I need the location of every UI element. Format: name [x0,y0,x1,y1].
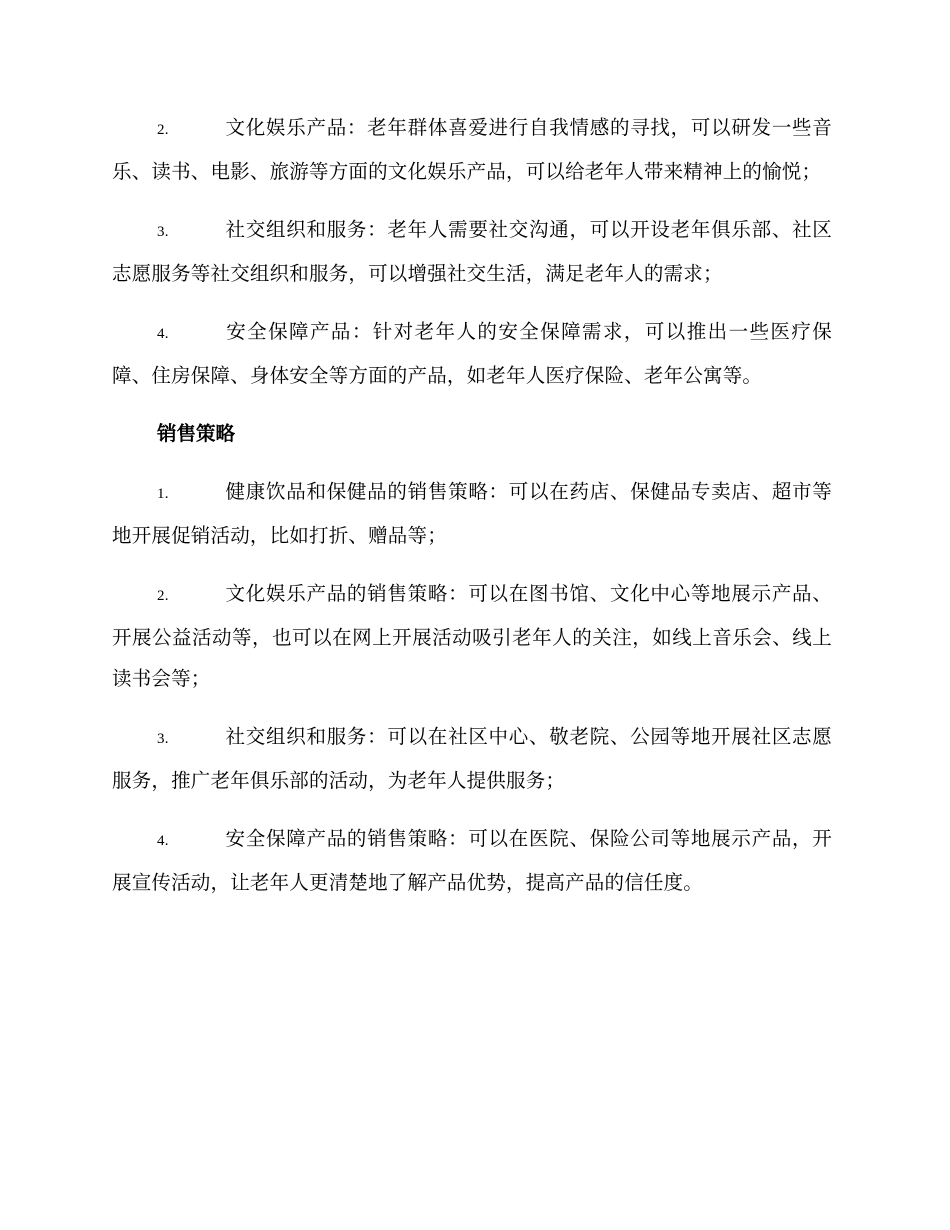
list-item-text: 健康饮品和保健品的销售策略：可以在药店、保健品专卖店、超市等地开展促销活动，比如打折、赠品等； [112,480,832,547]
list-item [112,818,832,903]
list-item-text: 文化娱乐产品：老年群体喜爱进行自我情感的寻找，可以研发一些音乐、读书、电影、旅游等方面的文化娱乐产品，可以给老年人带来精神上的愉悦； [112,116,832,183]
list-item [112,573,832,699]
list-item [112,209,832,294]
list-item-number: 3. [157,731,169,747]
list-item-number: 4. [157,326,169,342]
list-item-text: 文化娱乐产品的销售策略：可以在图书馆、文化中心等地展示产品、开展公益活动等，也可以在网上开展活动吸引老年人的关注，如线上音乐会、线上读书会等； [112,582,832,690]
list-item-text: 社交组织和服务：可以在社区中心、敬老院、公园等地开展社区志愿服务，推广老年俱乐部的活动，为老年人提供服务； [112,725,832,792]
list-item-text: 安全保障产品：针对老年人的安全保障需求，可以推出一些医疗保障、住房保障、身体安全等方面的产品，如老年人医疗保险、老年公寓等。 [112,320,832,387]
document-content [112,107,832,920]
list-item [112,471,832,556]
strategy-list [112,471,832,903]
list-item-number: 1. [157,486,169,502]
list-item [112,716,832,801]
list-item-number: 3. [157,224,169,240]
product-list [112,107,832,396]
list-item-number: 2. [157,122,169,138]
list-item [112,311,832,396]
list-item-number: 2. [157,588,169,604]
list-item [112,107,832,192]
section-heading: 销售策略 [157,422,236,445]
list-item-number: 4. [157,833,169,849]
list-item-text: 安全保障产品的销售策略：可以在医院、保险公司等地展示产品，开展宣传活动，让老年人更清楚地了解产品优势，提高产品的信任度。 [112,827,832,894]
list-item-text: 社交组织和服务：老年人需要社交沟通，可以开设老年俱乐部、社区志愿服务等社交组织和服务，可以增强社交生活，满足老年人的需求； [112,218,832,285]
